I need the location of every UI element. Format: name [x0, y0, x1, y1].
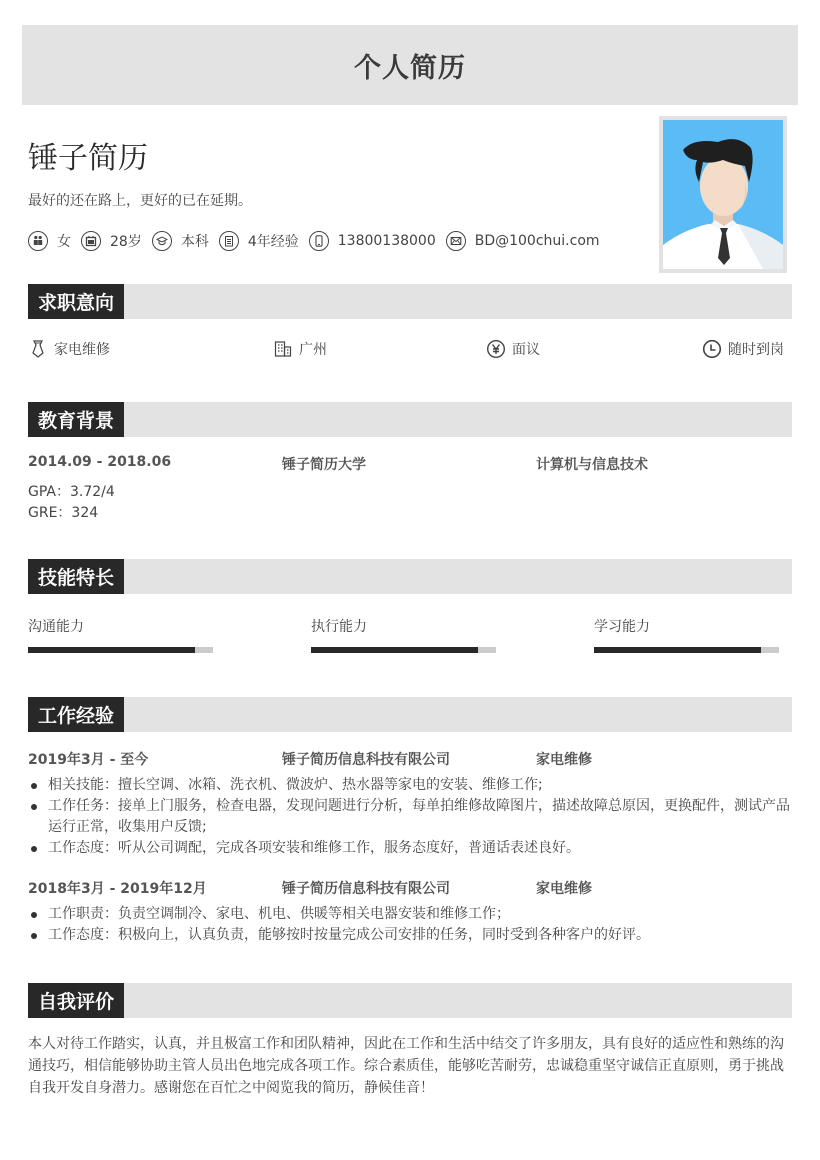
intent-position: [28, 339, 110, 359]
clock-icon: [702, 339, 722, 359]
section-title-intent: 求职意向: [28, 284, 124, 319]
job-intent-row: [28, 339, 792, 361]
job-position: 家电维修: [536, 881, 592, 897]
skill-label: 沟通能力: [28, 619, 84, 635]
intent-availability-value: 随时到岗: [728, 342, 784, 358]
skill-progress-fill: [28, 647, 195, 653]
intent-availability: [702, 339, 784, 359]
education-period: 2014.09 - 2018.06: [28, 454, 172, 470]
job-company: 锤子简历信息科技有限公司: [282, 881, 450, 897]
education-school: 锤子简历大学: [282, 457, 366, 473]
tie-icon: [28, 339, 48, 359]
job-bullet: 工作态度：积极向上，认真负责，能够按时按量完成公司安排的任务，同时受到各种客户的好评。: [28, 925, 794, 946]
job-period: 2019年3月 - 至今: [28, 752, 149, 768]
self-evaluation-text: 本人对待工作踏实，认真，并且极富工作和团队精神，因此在工作和生活中结交了许多朋友，具有良好的适应性和熟练的沟通技巧，相信能够协助主管人员出色地完成各项工作。综合素质佳，能够吃苦耐劳，忠诚稳重坚守诚信正直原则，勇于挑战自我开发自身潜力。感谢您在百忙之中阅览我的简历，静候佳音！: [28, 1036, 784, 1096]
section-title-work: 工作经验: [28, 697, 124, 732]
degree-value: 本科: [180, 234, 209, 250]
section-title-self-eval: 自我评价: [28, 983, 124, 1018]
candidate-motto: 最好的还在路上，更好的已在延期。: [28, 193, 252, 209]
education-gpa: GPA：3.72/4: [28, 484, 115, 500]
section-header-skills: [28, 559, 792, 594]
age-value: 28岁: [110, 234, 142, 250]
job-company: 锤子简历信息科技有限公司: [282, 752, 450, 768]
email-value: BD@100chui.com: [474, 233, 600, 249]
page-title: 个人简历: [354, 52, 466, 84]
clipboard-icon: [219, 231, 239, 251]
skill-item: [594, 616, 779, 636]
education-major: 计算机与信息技术: [536, 457, 648, 473]
avatar-illustration: [663, 120, 783, 269]
gender-icon: [28, 231, 48, 251]
job-bullet: 工作态度：听从公司调配，完成各项安装和维修工作，服务态度好，普通话表述良好。: [28, 838, 794, 859]
education-gre: GRE：324: [28, 505, 99, 521]
section-header-self-eval: [28, 983, 792, 1018]
job-period: 2018年3月 - 2019年12月: [28, 881, 207, 897]
info-age: [81, 231, 142, 251]
building-icon: [273, 339, 293, 359]
intent-city: [273, 339, 327, 359]
intent-position-value: 家电维修: [54, 342, 110, 358]
section-header-intent: [28, 284, 792, 319]
info-gender: [28, 231, 71, 251]
info-email: [446, 231, 600, 251]
mail-icon: [446, 231, 466, 251]
skill-progress-bar: [311, 647, 496, 653]
job-bullet: 相关技能：擅长空调、冰箱、洗衣机、微波炉、热水器等家电的安装、维修工作;: [28, 775, 794, 796]
yen-icon: [486, 339, 506, 359]
graduation-cap-icon: [152, 231, 172, 251]
info-degree: [152, 231, 209, 251]
experience-value: 4年经验: [247, 234, 299, 250]
skill-progress-bar: [594, 647, 779, 653]
resume-banner: [22, 25, 798, 105]
section-title-skills: 技能特长: [28, 559, 124, 594]
section-header-education: [28, 402, 792, 437]
info-phone: [309, 231, 436, 251]
intent-salary-value: 面议: [512, 342, 540, 358]
intent-salary: [486, 339, 540, 359]
calendar-icon: [81, 231, 101, 251]
skill-progress-fill: [311, 647, 478, 653]
intent-city-value: 广州: [299, 342, 327, 358]
profile-photo: [659, 116, 787, 273]
skill-label: 执行能力: [311, 619, 367, 635]
skill-progress-bar: [28, 647, 213, 653]
skill-item: [28, 616, 213, 636]
personal-info-row: [28, 231, 610, 251]
job-position: 家电维修: [536, 752, 592, 768]
skill-label: 学习能力: [594, 619, 650, 635]
job-bullet: 工作任务：接单上门服务，检查电器，发现问题进行分析，每单拍维修故障图片，描述故障总原因，更换配件，测试产品运行正常，收集用户反馈;: [28, 796, 794, 838]
skill-progress-fill: [594, 647, 761, 653]
skill-item: [311, 616, 496, 636]
gender-value: 女: [57, 234, 71, 250]
job-bullet-list: [28, 775, 794, 859]
info-experience: [219, 231, 299, 251]
candidate-name: 锤子简历: [28, 141, 148, 176]
job-bullet-list: [28, 904, 794, 946]
phone-value: 13800138000: [337, 233, 436, 249]
section-title-education: 教育背景: [28, 402, 124, 437]
job-bullet: 工作职责：负责空调制冷、家电、机电、供暖等相关电器安装和维修工作；: [28, 904, 794, 925]
phone-icon: [309, 231, 329, 251]
section-header-work: [28, 697, 792, 732]
